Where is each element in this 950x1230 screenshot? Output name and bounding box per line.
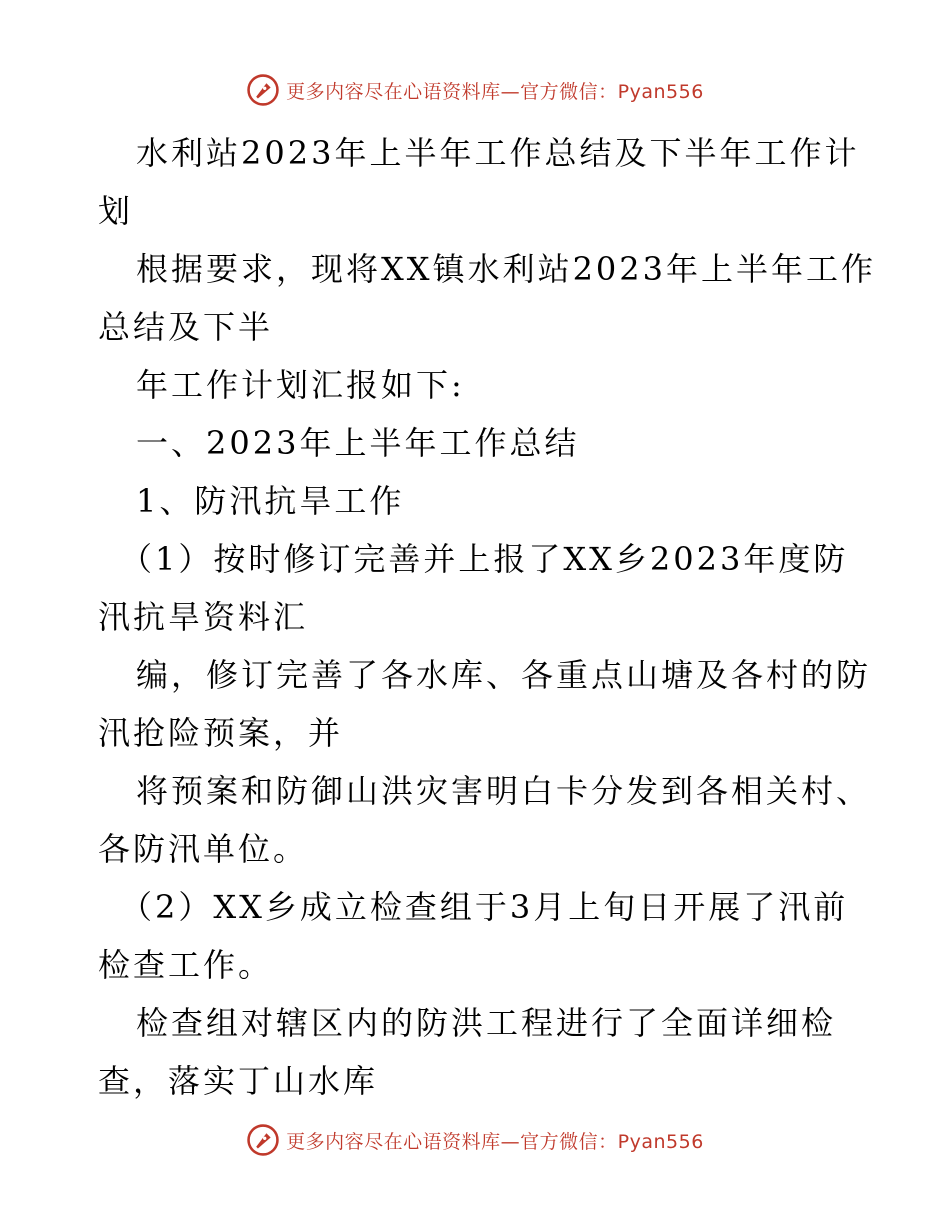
paragraph-line: 查，落实丁山水库 xyxy=(98,1062,379,1100)
section-heading: 一、2023年上半年工作总结 xyxy=(136,424,580,462)
subsection-heading: 1、防汛抗旱工作 xyxy=(136,482,405,520)
header-watermark xyxy=(246,73,704,107)
paragraph-line: 年工作计划汇报如下: xyxy=(136,366,465,404)
document-body xyxy=(98,124,877,1110)
paragraph-line: 各防汛单位。 xyxy=(98,830,309,868)
paragraph-line: 总结及下半 xyxy=(98,308,274,346)
paragraph-line: 汛抢险预案，并 xyxy=(98,714,344,752)
paragraph-line: （1）按时修订完善并上报了XX乡2023年度防 xyxy=(120,540,849,578)
footer-watermark xyxy=(246,1123,704,1157)
footer-watermark-text: 更多内容尽在心语资料库—官方微信：Pyan556 xyxy=(286,1130,704,1153)
paragraph-line: 检查组对辖区内的防洪工程进行了全面详细检 xyxy=(136,1004,837,1042)
paragraph-line: 检查工作。 xyxy=(98,946,274,984)
paragraph-line: （2）XX乡成立检查组于3月上旬日开展了汛前 xyxy=(120,888,849,926)
paragraph-line: 编，修订完善了各水库、各重点山塘及各村的防 xyxy=(136,656,872,694)
paragraph-line: 根据要求，现将XX镇水利站2023年上半年工作 xyxy=(136,250,877,288)
pen-nib-logo-icon xyxy=(246,1123,280,1157)
paragraph-line: 汛抗旱资料汇 xyxy=(98,598,309,636)
header-watermark-text: 更多内容尽在心语资料库—官方微信：Pyan556 xyxy=(286,80,704,103)
pen-nib-logo-icon xyxy=(246,73,280,107)
document-title-line-2: 划 xyxy=(98,192,134,230)
footer-watermark-banner xyxy=(0,1120,950,1160)
document-title-line-1: 水利站2023年上半年工作总结及下半年工作计 xyxy=(136,134,860,172)
paragraph-line: 将预案和防御山洪灾害明白卡分发到各相关村、 xyxy=(136,772,872,810)
header-watermark-banner xyxy=(0,70,950,110)
